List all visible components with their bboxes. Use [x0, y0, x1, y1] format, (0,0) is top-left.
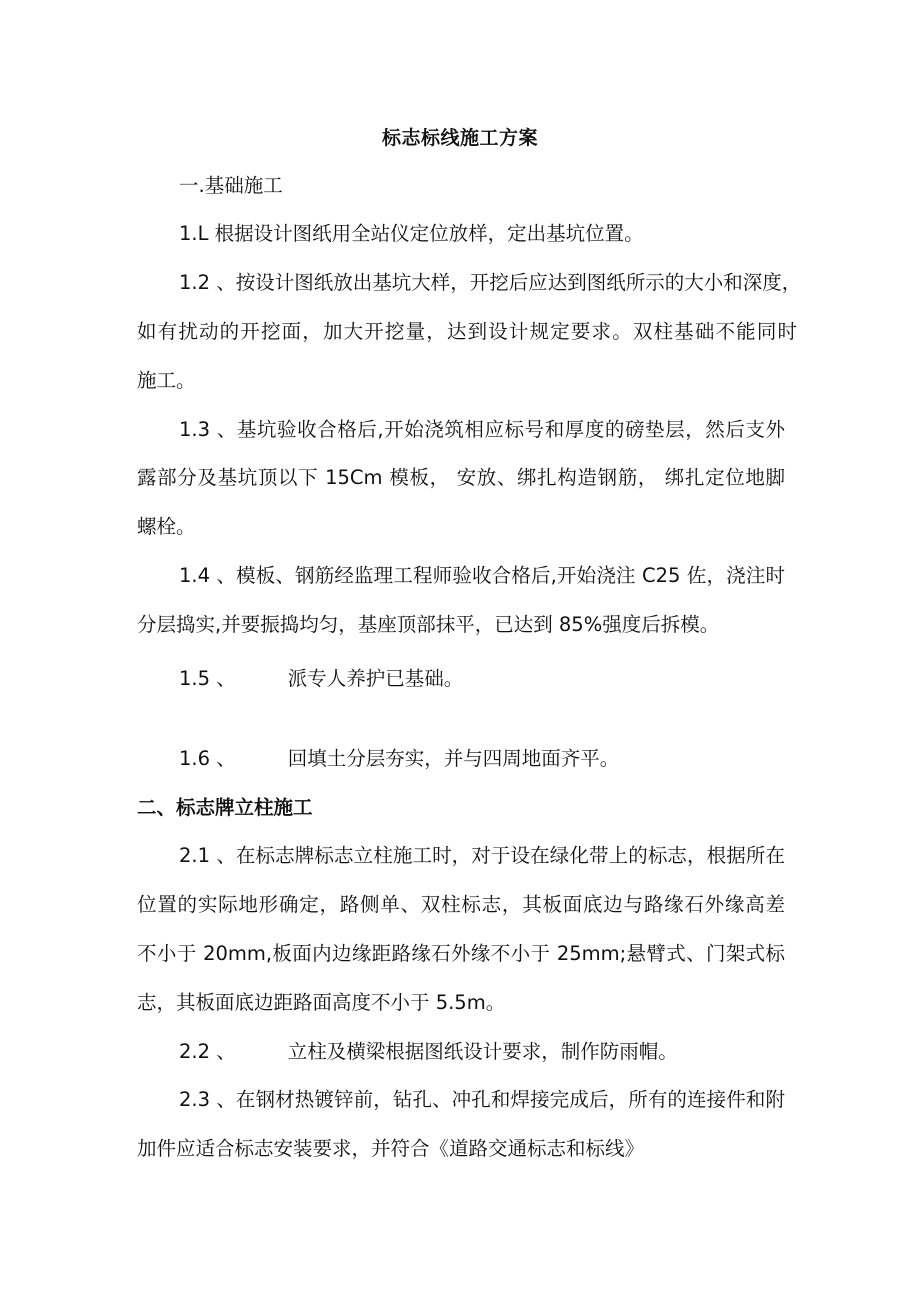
- paragraph-2-3-line-2: 加件应适合标志安装要求，并符合《道路交通标志和标线》: [137, 1137, 645, 1160]
- paragraph-1-3-line-3: 螺栓。: [137, 515, 196, 538]
- paragraph-2-1-line-1: 2.1 、在标志牌标志立柱施工时，对于设在绿化带上的标志，根据所在: [179, 844, 785, 867]
- document-title: 标志标线施工方案: [381, 127, 538, 149]
- paragraph-2-1-line-4: 志，其板面底边距路面高度不小于 5.5m。: [137, 991, 506, 1014]
- paragraph-1-2-line-3: 施工。: [137, 369, 196, 392]
- paragraph-1-2-line-2: 如有扰动的开挖面，加大开挖量，达到设计规定要求。双柱基础不能同时: [137, 320, 797, 343]
- paragraph-2-1-line-2: 位置的实际地形确定，路侧单、双柱标志，其板面底边与路缘石外缘高差: [137, 893, 785, 916]
- paragraph-2-2-text: 立柱及横梁根据图纸设计要求，制作防雨帽。: [287, 1040, 678, 1063]
- paragraph-1-2-line-1: 1.2 、按设计图纸放出基坑大样，开挖后应达到图纸所示的大小和深度，: [179, 271, 802, 294]
- paragraph-2-2: [179, 1042, 839, 1062]
- paragraph-1-4-line-2: 分层捣实,并要振捣均匀，基座顶部抹平，已达到 85%强度后拆模。: [137, 613, 720, 636]
- paragraph-1-6: [179, 749, 839, 769]
- paragraph-2-3-line-1: 2.3 、在钢材热镀锌前，钻孔、冲孔和焊接完成后，所有的连接件和附: [179, 1088, 785, 1111]
- paragraph-1-5: [179, 669, 839, 689]
- paragraph-1-6-text: 回填土分层夯实，并与四周地面齐平。: [287, 747, 620, 770]
- paragraph-1-3-line-1: 1.3 、基坑验收合格后,开始浇筑相应标号和厚度的磅垫层，然后支外: [179, 418, 785, 441]
- paragraph-1-3-line-2: 露部分及基坑顶以下 15Cm 模板， 安放、绑扎构造钢筋， 绑扎定位地脚: [137, 466, 785, 489]
- paragraph-1-1: 1.L 根据设计图纸用全站仪定位放样，定出基坑位置。: [179, 222, 644, 245]
- paragraph-1-5-text: 派专人养护已基础。: [287, 667, 464, 690]
- section-heading-foundation: 一.基础施工: [179, 174, 283, 197]
- paragraph-1-5-number: 1.5 、: [179, 667, 236, 690]
- paragraph-2-2-number: 2.2 、: [179, 1040, 236, 1063]
- paragraph-1-4-line-1: 1.4 、模板、钢筋经监理工程师验收合格后,开始浇注 C25 佐，浇注时: [179, 564, 785, 587]
- section-heading-sign-columns: 二、标志牌立柱施工: [137, 796, 313, 819]
- paragraph-1-6-number: 1.6 、: [179, 747, 236, 770]
- paragraph-2-1-line-3: 不小于 20mm,板面内边缘距路缘石外缘不小于 25mm;悬臂式、门架式标: [137, 942, 785, 965]
